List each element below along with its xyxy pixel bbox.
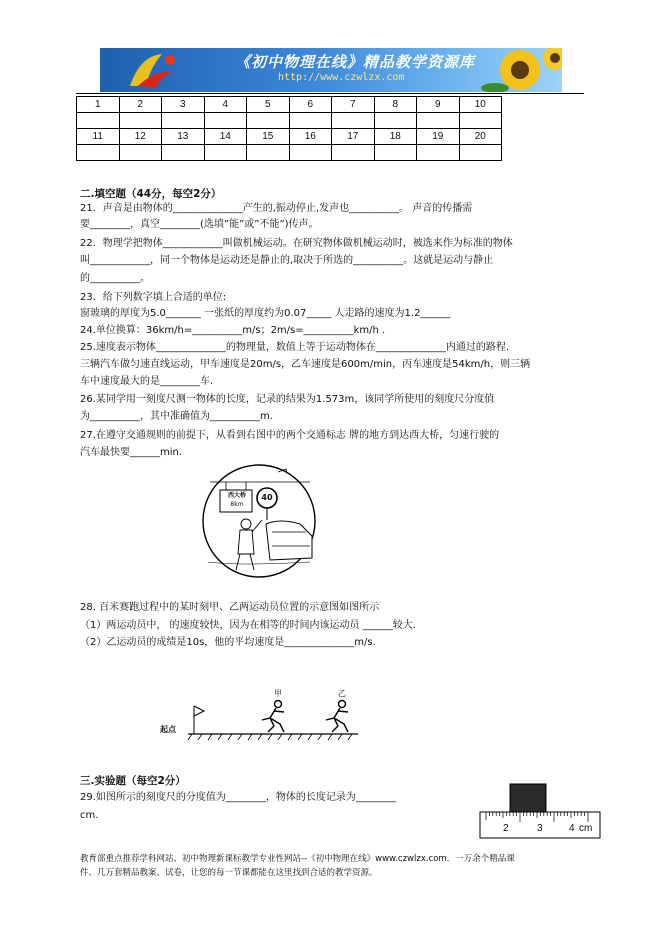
q24-line: 24.单位换算：36km/h=__________m/s；2m/s=__________km/h . [80,325,386,336]
table-cell: 17 [332,129,375,145]
q29-line1: 29.如图所示的刻度尺的分度值为________，物体的长度记录为________ [80,792,396,803]
q28-line1: 28. 百米赛跑过程中的某时刻甲、乙两运动员位置的示意图如图所示 [80,602,380,613]
q26-line1: 26.某同学用一刻度尺测一物体的长度，记录的结果为1.573m，该同学所使用的刻度尺分度值 [80,394,495,405]
table-row [77,113,502,129]
ruler-figure [478,782,602,840]
start-label: 起点 [160,725,176,734]
answer-cell[interactable] [247,113,290,129]
banner-title: 《初中物理在线》精品教学资源库 [235,53,476,71]
answer-cell[interactable] [162,113,205,129]
table-cell: 8 [374,97,417,113]
sign-distance: 8km [230,501,244,508]
traffic-sign-figure [200,462,318,580]
q25-line2: 三辆汽车做匀速直线运动，甲车速度是20m/s，乙车速度是600m/min，丙车速度是54km/h，则三辆 [80,359,531,370]
table-cell: 12 [119,129,162,145]
q21-line1: 21．声音是由物体的______________产生的,振动停止,发声也__________。 声音的传播需 [80,203,473,214]
q26-line2: 为__________，其中准确值为__________m. [80,411,273,422]
table-cell: 9 [417,97,460,113]
q27-line2: 汽车最快要______min. [80,447,183,458]
answer-cell[interactable] [332,145,375,161]
answer-cell[interactable] [247,145,290,161]
q23-line2: 窗玻璃的厚度为5.0_______ 一张纸的厚度约为0.07_____ 人走路的速度为1.2______ [80,308,451,319]
header-banner [100,48,562,92]
answer-cell[interactable] [417,145,460,161]
q22-line1: 22．物理学把物体____________叫做机械运动。在研究物体做机械运动时，被选来作为标准的物体 [80,238,513,249]
answer-cell[interactable] [417,113,460,129]
answer-cell[interactable] [374,113,417,129]
answer-cell[interactable] [374,145,417,161]
q21-line2: 要________，真空________(选填”能”或”不能”)传声。 [80,219,319,230]
table-cell: 2 [119,97,162,113]
answer-cell[interactable] [459,145,502,161]
footer-line1: 教育部重点推荐学科网站、初中物理新课标教学专业性网站--《初中物理在线》www.czwlzx.com．一万余个精品课 [80,854,515,864]
ruler-tick-2: 2 [503,823,509,834]
table-cell: 5 [247,97,290,113]
answer-cell[interactable] [162,145,205,161]
table-cell: 7 [332,97,375,113]
footer-line2: 件、几万套精品教案、试卷，让您的每一节课都能在这里找到合适的教学资源。 [80,868,378,878]
answer-cell[interactable] [204,113,247,129]
section2-title: 二.填空题（44分，每空2分） [80,188,222,200]
answer-cell[interactable] [332,113,375,129]
table-cell: 6 [289,97,332,113]
sign-speed-limit: 40 [261,493,273,502]
answer-cell[interactable] [77,113,120,129]
q22-line2: 叫____________，同一个物体是运动还是静止的,取决于所选的__________。这就是运动与静止 [80,255,494,266]
table-cell: 14 [204,129,247,145]
sunflower-icon [481,48,562,92]
table-cell: 10 [459,97,502,113]
answer-cell[interactable] [204,145,247,161]
q25-line3: 车中速度最大的是________车. [80,376,214,387]
table-cell: 1 [77,97,120,113]
answer-cell[interactable] [459,113,502,129]
table-row [77,129,502,145]
answer-cell[interactable] [119,145,162,161]
banner-url: http://www.czwlzx.com [278,72,405,83]
answer-cell[interactable] [77,145,120,161]
q22-line3: 的__________。 [80,273,150,284]
runner-b-icon [326,701,348,733]
q23-line1: 23．给下列数字填上合适的单位: [80,292,227,303]
table-row [77,97,502,113]
section3-title: 三.实验题（每空2分） [80,775,186,787]
ruler-unit: cm [579,823,593,834]
ruler-tick-3: 3 [537,823,543,834]
race-figure [158,686,368,746]
header-rule [76,93,584,94]
table-cell: 19 [417,129,460,145]
q28-line2: （1）两运动员中， 的速度较快，因为在相等的时间内该运动员 ______较大. [80,620,416,631]
q29-line2: cm. [80,810,99,821]
runner-b-label: 乙 [338,689,346,698]
table-cell: 20 [459,129,502,145]
runner-a-label: 甲 [274,689,282,698]
table-row [77,145,502,161]
table-cell: 3 [162,97,205,113]
table-cell: 18 [374,129,417,145]
table-cell: 4 [204,97,247,113]
answer-cell[interactable] [289,113,332,129]
table-cell: 15 [247,129,290,145]
answer-table [76,96,502,161]
table-cell: 16 [289,129,332,145]
table-cell: 11 [77,129,120,145]
runner-a-icon [262,701,284,733]
q25-line1: 25.速度表示物体______________的物理量，数值上等于运动物体在______________内通过的路程. [80,342,510,353]
sign-place-name: 西大桥 [227,492,246,499]
table-cell: 13 [162,129,205,145]
q27-line1: 27.在遵守交通规则的前提下，从看到右图中的两个交通标志 牌的地方到达西大桥，匀速行驶的 [80,430,500,441]
answer-cell[interactable] [119,113,162,129]
start-flag-icon [194,706,204,734]
ruler-tick-4: 4 [569,823,575,834]
q28-line3: （2）乙运动员的成绩是10s，他的平均速度是______________m/s. [80,637,376,648]
answer-cell[interactable] [289,145,332,161]
measured-block [510,784,546,812]
